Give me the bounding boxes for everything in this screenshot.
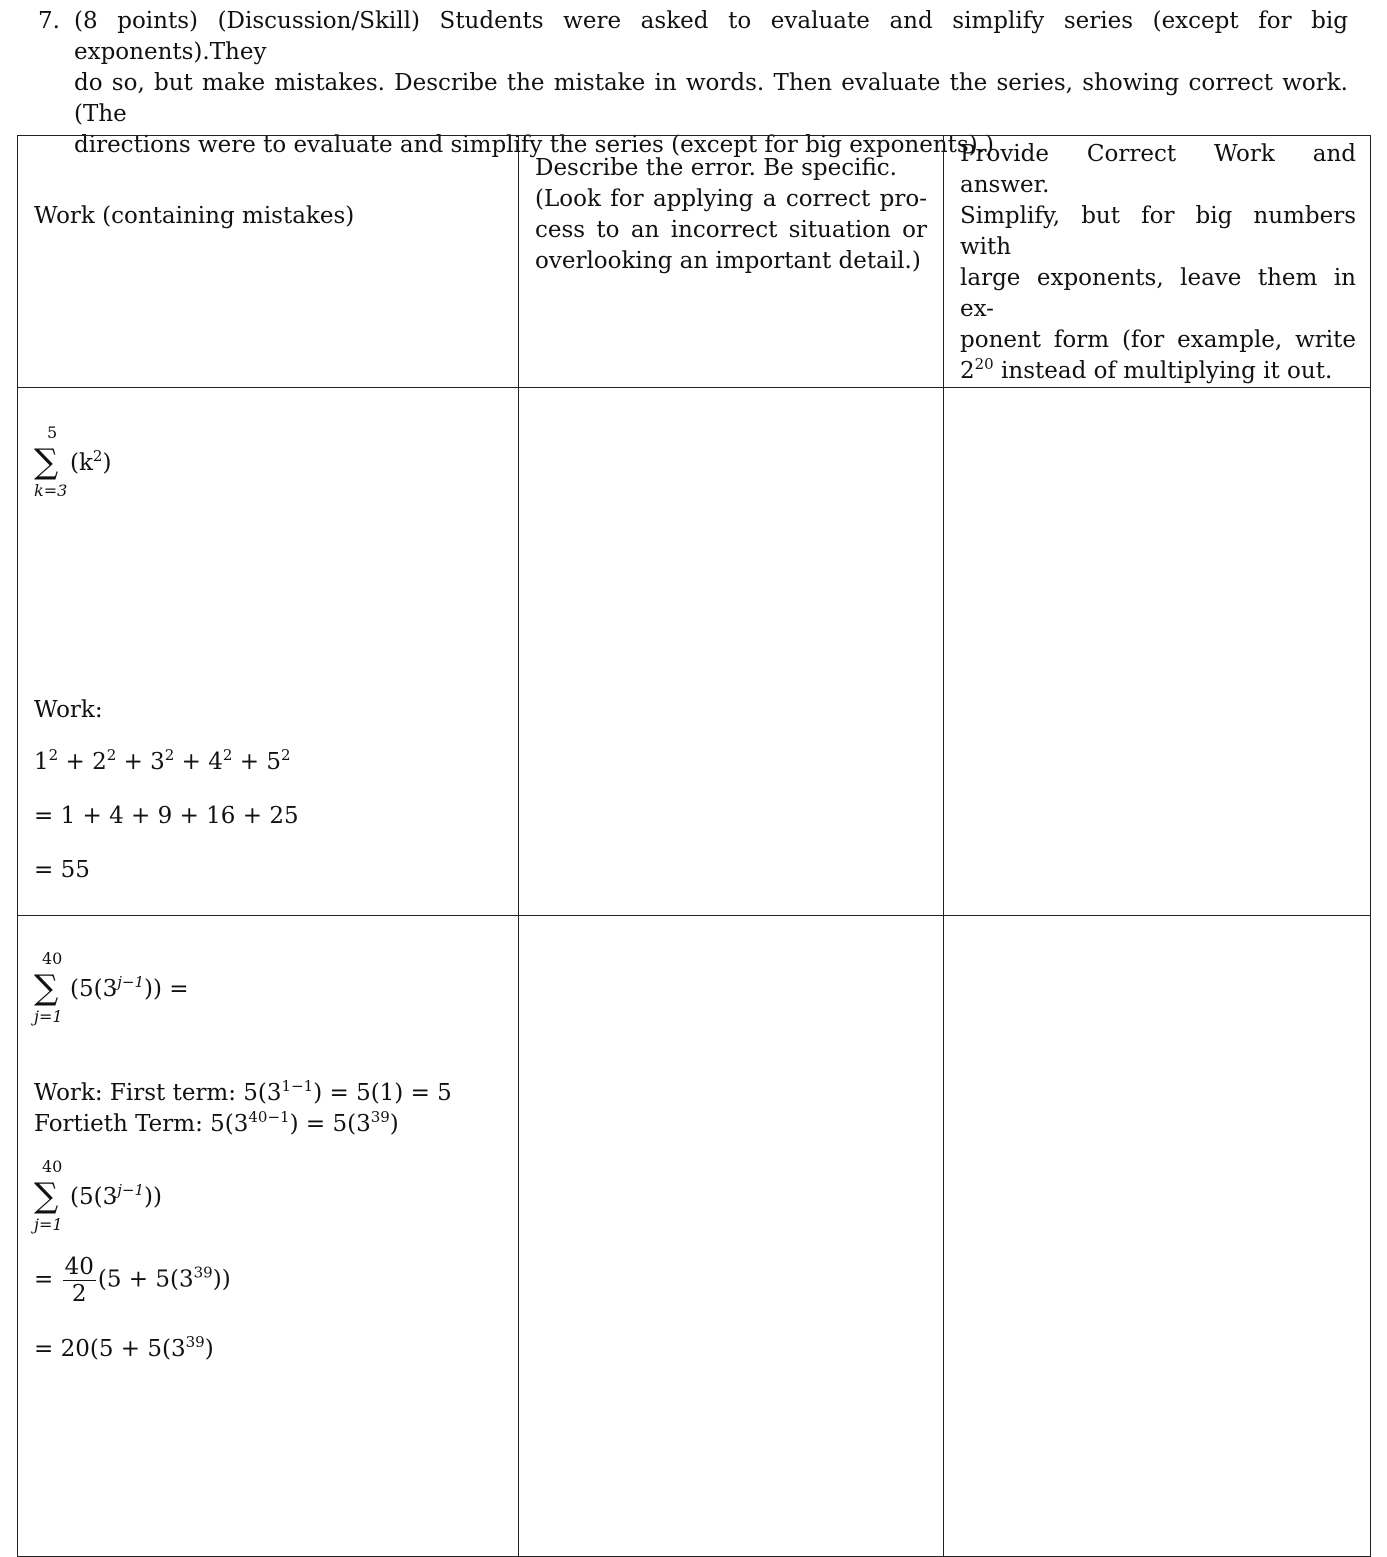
correct-cell-row1[interactable] [944,388,1371,916]
sum-term: $(5(3^{j-1}))$ = [70,973,189,1002]
summation-expression [34,424,154,504]
correct-cell-row2[interactable] [944,916,1371,1557]
worksheet-table [17,135,1371,1557]
header-describe-cell [519,136,944,388]
sigma-symbol: ∑ [34,1176,59,1216]
fraction: $\frac{40}{2}$ [64,1254,94,1307]
problem-line: directions were to evaluate and simplify the series (except for big exponents).) [74,132,994,158]
work-label: Work: [34,697,103,723]
work-line: $1^2 + 2^2 + 3^2 + 4^2 + 5^2$ [34,746,291,775]
header-correct-cell [944,136,1371,388]
work-line-fraction: = $\frac{40}{2}$ $(5 + 5(3^{39}))$ [34,1254,231,1307]
work-line: Work: First term: $5(3^{1-1}) = 5(1) = 5$ [34,1077,452,1106]
table-header-row [18,136,1371,388]
summation-expression [34,1158,234,1238]
header-describe-line: Describe the error. Be specific. [535,155,897,181]
table-row [18,388,1371,916]
header-describe-line: cess to an incorrect situation or [535,217,927,243]
header-describe-line: overlooking an important detail.) [535,248,921,274]
work-line: = 55 [34,857,90,883]
work-line: = 1 + 4 + 9 + 16 + 25 [34,803,299,829]
problem-number: 7. [38,8,60,34]
work-line: = $20(5 + 5(3^{39})$ [34,1333,214,1362]
table-row [18,916,1371,1557]
sum-term: $(5(3^{j-1}))$ [70,1181,162,1210]
header-correct-line: Simplify, but for big numbers with [960,203,1356,260]
header-correct-line: large exponents, leave them in ex- [960,265,1356,322]
header-describe-line: (Look for applying a correct pro- [535,186,927,212]
header-correct-line: ponent form (for example, write [960,327,1356,353]
work-cell-row1 [18,388,519,916]
header-correct-line-last: $2^{20}$ instead of multiplying it out. [960,355,1333,384]
work-line: Fortieth Term: $5(3^{40-1}) = 5(3^{39})$ [34,1108,399,1137]
sum-term: $(k^2)$ [70,447,112,476]
sum-lower-limit: k=3 [34,481,68,500]
problem-line: do so, but make mistakes. Describe the mistake in words. Then evaluate the series, showing correct work. (The [74,70,1348,127]
sum-upper-limit: 5 [47,423,58,442]
work-cell-row2 [18,916,519,1557]
summation-expression [34,950,234,1030]
sum-upper-limit: 40 [42,949,63,968]
sum-lower-limit: j=1 [34,1007,63,1026]
header-correct-line: Provide Correct Work and answer. [960,141,1356,198]
sigma-symbol: ∑ [34,968,59,1008]
describe-cell-row2[interactable] [519,916,944,1557]
header-work-label: Work (containing mistakes) [34,203,355,229]
sigma-symbol: ∑ [34,442,59,482]
sum-upper-limit: 40 [42,1157,63,1176]
sum-lower-limit: j=1 [34,1215,63,1234]
describe-cell-row1[interactable] [519,388,944,916]
header-work-cell [18,136,519,388]
problem-line: (8 points) (Discussion/Skill) Students were asked to evaluate and simplify series (except for big exponents).They [74,8,1348,65]
